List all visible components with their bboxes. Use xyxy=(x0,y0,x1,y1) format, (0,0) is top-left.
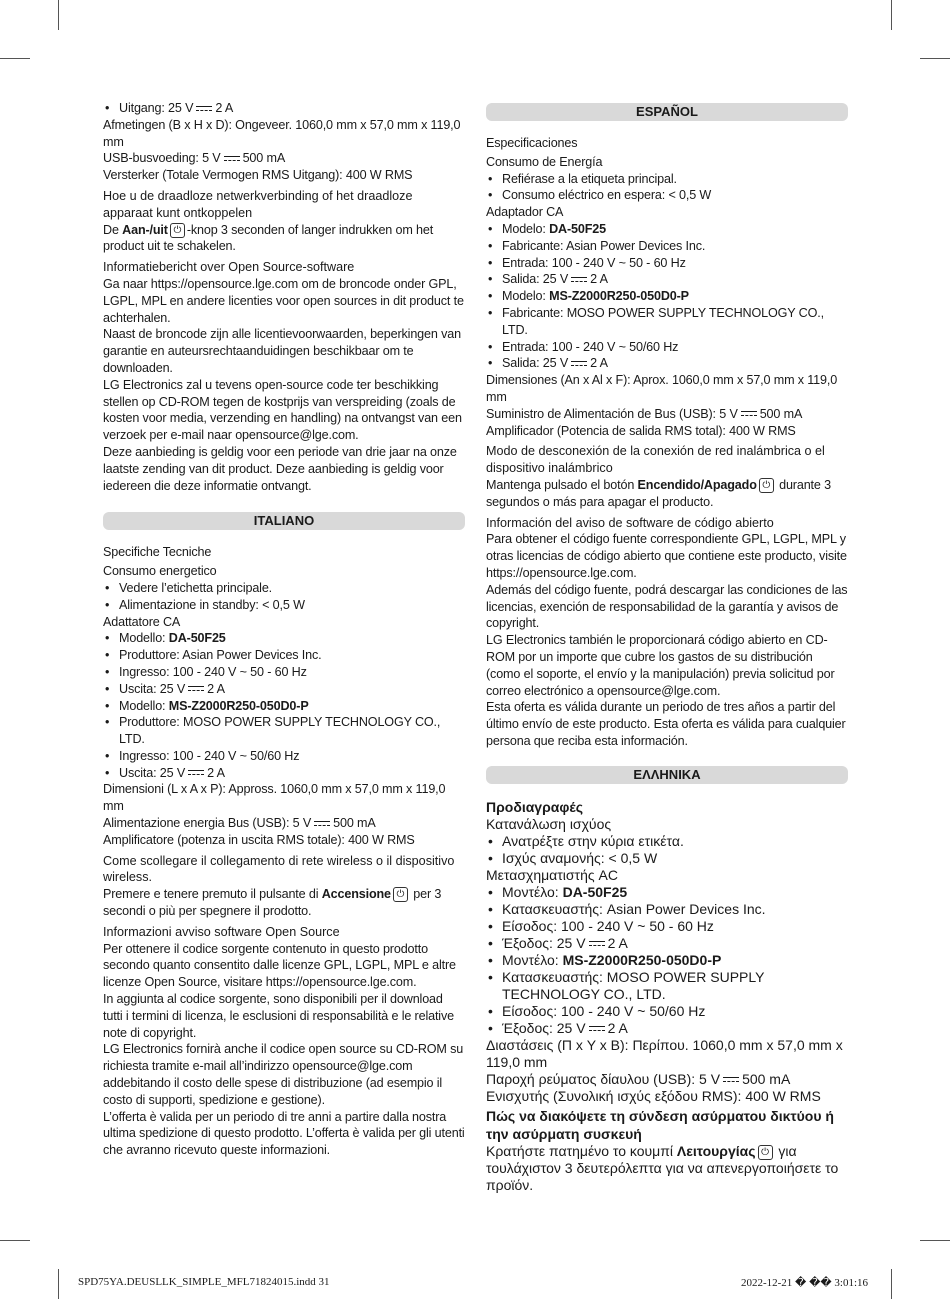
usb-power: USB-busvoeding: 5 V 500 mA xyxy=(103,151,286,166)
amplifier: Amplificador (Potencia de salida RMS total): 400 W RMS xyxy=(486,423,796,438)
dimensions: Dimensiones (An x Al x F): Aprox. 1060,0 mm x 57,0 mm x 119,0 mm xyxy=(486,373,838,404)
list-item: • Modelo: DA-50F25 xyxy=(488,221,607,236)
spec-heading: Specifiche Tecniche xyxy=(103,545,212,560)
right-column xyxy=(486,103,848,750)
list-item: • Entrada: 100 - 240 V ~ 50 - 60 Hz xyxy=(488,255,686,270)
energy-heading: Κατανάλωση ισχύος xyxy=(486,816,612,832)
section-bar-greek: ΕΛΛΗΝΙΚΑ xyxy=(486,766,848,784)
dc-symbol-icon xyxy=(314,820,330,828)
power-icon: ⏻ xyxy=(759,478,774,493)
list-item: • Ισχύς αναμονής: < 0,5 W xyxy=(488,850,658,866)
list-item: • Uscita: 25 V 2 A xyxy=(105,681,225,696)
spec-heading: Προδιαγραφές xyxy=(486,799,583,815)
crop-mark xyxy=(891,1269,892,1299)
list-item: • Entrada: 100 - 240 V ~ 50/60 Hz xyxy=(488,339,679,354)
crop-mark xyxy=(0,58,30,59)
ac-heading: Adattatore CA xyxy=(103,614,181,629)
paragraph: Naast de broncode zijn alle licentievoorwaarden, beperkingen van garantie en auteursrechtaanduidingen beschikbaar om te downloaden. xyxy=(103,327,461,375)
open-source-heading: Información del aviso de software de código abierto xyxy=(486,515,774,530)
ac-list xyxy=(486,884,848,1037)
dc-symbol-icon xyxy=(571,276,587,284)
list-item: • Μοντέλο: DA-50F25 xyxy=(488,884,628,900)
dc-symbol-icon xyxy=(188,769,204,777)
paragraph: LG Electronics fornirà anche il codice open source su CD-ROM su richiesta tramite e-mail all’indirizzo opensource@lge.com addebitando il costo delle spese di distribuzione (ad esempio il costo di supporti, spedizione e gestione). xyxy=(103,1042,464,1107)
power-icon: ⏻ xyxy=(393,887,408,902)
list-item: • Ingresso: 100 - 240 V ~ 50/60 Hz xyxy=(105,748,300,763)
usb-power: Suministro de Alimentación de Bus (USB): 5 V 500 mA xyxy=(486,406,803,421)
crop-mark xyxy=(920,1240,950,1241)
dc-symbol-icon xyxy=(589,940,605,948)
wireless-heading: Πώς να διακόψετε τη σύνδεση ασύρματου δικτύου ή την ασύρματη συσκευή xyxy=(486,1108,834,1142)
paragraph: L’offerta è valida per un periodo di tre anni a partire dalla nostra ultima spedizione di questo prodotto. L’offerta è valida per gli utenti che avranno ricevuto queste informazioni. xyxy=(103,1109,465,1158)
dc-symbol-icon xyxy=(589,1025,605,1033)
paragraph: Ga naar https://opensource.lge.com om de broncode onder GPL, LGPL, MPL en andere licenties voor open sources in dit product te achterhalen. xyxy=(103,276,464,325)
crop-mark xyxy=(0,1240,30,1241)
wireless-heading: Hoe u de draadloze netwerkverbinding of het draadloze apparaat kunt ontkoppelen xyxy=(103,188,413,220)
wireless-text: De Aan-/uit ⏻ -knop 3 seconden of langer indrukken om het product uit te schakelen. xyxy=(103,222,434,254)
footer-file-info: SPD75YA.DEUSLLK_SIMPLE_MFL71824015.indd 31 xyxy=(78,1276,330,1288)
list-item: • Κατασκευαστής: Asian Power Devices Inc. xyxy=(488,901,766,917)
paragraph: Per ottenere il codice sorgente contenuto in questo prodotto secondo quanto consentito dalle licenze GPL, LGPL, MPL e altre licenze Open Source, visitare https://opensource.lge.com. xyxy=(103,941,456,990)
crop-mark xyxy=(891,0,892,30)
amplifier: Versterker (Totale Vermogen RMS Uitgang): 400 W RMS xyxy=(103,168,413,183)
crop-mark xyxy=(58,1269,59,1299)
list-item: • Είσοδος: 100 - 240 V ~ 50 - 60 Hz xyxy=(488,918,714,934)
paragraph: LG Electronics zal u tevens open-source code ter beschikking stellen op CD-ROM tegen de kostprijs van verspreiding (zoals de kosten voor media, verzending en handling) na ontvangst van een verzoek per e-mail naar opensource@lge.com. xyxy=(103,377,462,443)
list-item: • Modelo: MS-Z2000R250-050D0-P xyxy=(488,289,689,304)
dc-symbol-icon xyxy=(188,685,204,693)
amplifier: Ενισχυτής (Συνολική ισχύς εξόδου RMS): 400 W RMS xyxy=(486,1088,821,1104)
section-bar-italiano: ITALIANO xyxy=(103,512,465,530)
left-column xyxy=(103,100,465,1159)
ac-heading: Μετασχηματιστής AC xyxy=(486,867,618,883)
list-item: • Έξοδος: 25 V 2 A xyxy=(488,935,628,951)
power-icon: ⏻ xyxy=(170,223,185,238)
list-item: • Salida: 25 V 2 A xyxy=(488,272,608,287)
list-item: • Uscita: 25 V 2 A xyxy=(105,765,225,780)
paragraph: LG Electronics también le proporcionará código abierto en CD-ROM por un importe que cubre los gastos de su distribución (como el soporte, el envío y la manipulación) previa solicitud por correo electrónico a opensource@lge.com. xyxy=(486,633,835,698)
amplifier: Amplificatore (potenza in uscita RMS totale): 400 W RMS xyxy=(103,832,415,847)
paragraph: Además del código fuente, podrá descargar las condiciones de las licencias, exención de responsabilidad de la garantía y avisos de copyright. xyxy=(486,582,848,631)
power-icon: ⏻ xyxy=(758,1145,773,1160)
dc-symbol-icon xyxy=(196,105,212,113)
list-item: • Ανατρέξτε στην κύρια ετικέτα. xyxy=(488,833,684,849)
list-item: • Κατασκευαστής: MOSO POWER SUPPLY TECHNOLOGY CO., LTD. xyxy=(488,969,765,1002)
list-item: • Consumo eléctrico en espera: < 0,5 W xyxy=(488,188,712,203)
open-source-heading: Informatiebericht over Open Source-software xyxy=(103,260,355,275)
dimensions: Afmetingen (B x H x D): Ongeveer. 1060,0 mm x 57,0 mm x 119,0 mm xyxy=(103,117,461,149)
usb-power: Παροχή ρεύματος δίαυλου (USB): 5 V 500 mA xyxy=(486,1071,791,1087)
list-item: • Fabricante: Asian Power Devices Inc. xyxy=(488,238,706,253)
energy-heading: Consumo de Energía xyxy=(486,154,603,169)
list-item: • Modello: DA-50F25 xyxy=(105,631,226,646)
list-item: • Refiérase a la etiqueta principal. xyxy=(488,171,677,186)
list-item: • Produttore: Asian Power Devices Inc. xyxy=(105,648,322,663)
dc-symbol-icon xyxy=(723,1076,739,1084)
footer-timestamp: 2022-12-21 � �� 3:01:16 xyxy=(740,1277,868,1289)
list-item: • Ingresso: 100 - 240 V ~ 50 - 60 Hz xyxy=(105,664,307,679)
dc-symbol-icon xyxy=(571,360,587,368)
crop-mark xyxy=(58,0,59,30)
wireless-text: Premere e tenere premuto il pulsante di Accensione ⏻ per 3 secondi o più per spegnere il prodotto. xyxy=(103,887,442,919)
dimensions: Διαστάσεις (Π x Υ x Β): Περίπου. 1060,0 mm x 57,0 mm x 119,0 mm xyxy=(486,1037,843,1070)
paragraph: Esta oferta es válida durante un periodo de tres años a partir del último envío de este producto. Esta oferta es válida para cualquier persona que reciba esta información. xyxy=(486,700,846,748)
ac-list xyxy=(486,221,848,372)
ac-list xyxy=(103,630,465,781)
ac-heading: Adaptador CA xyxy=(486,205,564,220)
list-item: • Μοντέλο: MS-Z2000R250-050D0-P xyxy=(488,952,722,968)
wireless-text: Κρατήστε πατημένο το κουμπί Λειτουργίας ⏻ για τουλάχιστον 3 δευτερόλεπτα για να απενεργοποιήσετε το προϊόν. xyxy=(486,1143,839,1193)
list-item: • Έξοδος: 25 V 2 A xyxy=(488,1020,628,1036)
wireless-heading: Come scollegare il collegamento di rete wireless o il dispositivo wireless. xyxy=(103,853,455,885)
wireless-heading: Modo de desconexión de la conexión de red inalámbrica o el dispositivo inalámbrico xyxy=(486,444,825,476)
dc-symbol-icon xyxy=(224,155,240,163)
list-item: • Alimentazione in standby: < 0,5 W xyxy=(105,597,305,612)
spec-heading: Especificaciones xyxy=(486,136,578,150)
list-item: • Fabricante: MOSO POWER SUPPLY TECHNOLOGY CO., LTD. xyxy=(488,305,824,337)
paragraph: In aggiunta al codice sorgente, sono disponibili per il download tutti i termini di licenza, le esclusioni di responsabilità e le relative note di copyright. xyxy=(103,992,454,1040)
crop-mark xyxy=(920,58,950,59)
greek-section xyxy=(486,766,848,1194)
list-item: • Modello: MS-Z2000R250-050D0-P xyxy=(105,698,309,713)
dimensions: Dimensioni (L x A x P): Appross. 1060,0 mm x 57,0 mm x 119,0 mm xyxy=(103,782,446,814)
paragraph: Para obtener el código fuente correspondiente GPL, LGPL, MPL y otras licencias de código abierto que contiene este producto, visite https://opensource.lge.com. xyxy=(486,532,847,580)
dc-symbol-icon xyxy=(741,410,757,418)
paragraph: Deze aanbieding is geldig voor een periode van drie jaar na onze laatste zending van dit product. Deze aanbieding is geldig voor iedereen die deze informatie ontvangt. xyxy=(103,444,457,493)
section-bar-espanol: ESPAÑOL xyxy=(486,103,848,121)
list-item: • Produttore: MOSO POWER SUPPLY TECHNOLOGY CO., LTD. xyxy=(105,715,441,747)
energy-heading: Consumo energetico xyxy=(103,564,217,579)
list-item: • Vedere l’etichetta principale. xyxy=(105,580,273,595)
list-item: • Είσοδος: 100 - 240 V ~ 50/60 Hz xyxy=(488,1003,706,1019)
usb-power: Alimentazione energia Bus (USB): 5 V 500 mA xyxy=(103,816,376,831)
list-item: • Uitgang: 25 V 2 A xyxy=(105,101,234,115)
list-item: • Salida: 25 V 2 A xyxy=(488,356,608,371)
wireless-text: Mantenga pulsado el botón Encendido/Apagado ⏻ durante 3 segundos o más para apagar el producto. xyxy=(486,477,831,509)
open-source-heading: Informazioni avviso software Open Source xyxy=(103,924,340,939)
